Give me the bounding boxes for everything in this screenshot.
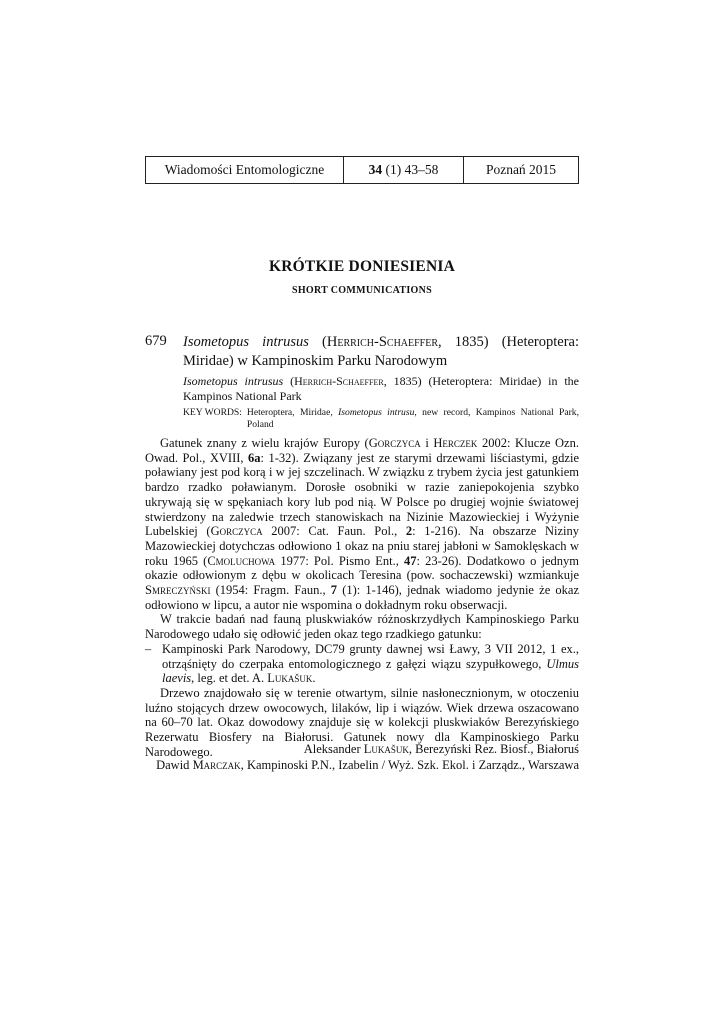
volume-number: 34: [368, 162, 383, 177]
cite-author: Cmoluchowa: [207, 553, 276, 568]
english-title-rest: , 1835) (Heteroptera: Miridae) in the Kampinos National Park: [183, 374, 580, 403]
title-rest: , 1835) (Heteroptera: Miridae) w Kampinoskim Parku Narodowym: [183, 334, 579, 369]
cite-volume: 7: [330, 583, 338, 598]
english-title-paren: (: [290, 374, 295, 388]
paragraph-1: Gatunek znany z wielu krajów Europy (Gorczyca i Herczek 2002: Klucze Ozn. Owad. Pol., XVIII, 6a: 1-32). Związany jest ze starymi drzewami liściastymi, gdzie poławiany jest pod korą i w jej szczelinach. W związku z trybem życia jest gatunkiem bardzo rzadko poławianym. Dorosłe osobniki w razie zaniepokojenia szybko ukrywają się w spękaniach kory lub pod nią. W Polsce po drugiej wojnie światowej stwierdzony na zaledwie trzech stanowiskach na Nizinie Mazowieckiej i Wyżynie Lubelskiej (Gorczyca 2007: Cat. Faun. Pol., 2: 1-216). Na obszarze Niziny Mazowieckiej dotychczas odłowiono 1 okaz na pniu starej jabłoni w Samoklęskach w roku 1965 (Cmoluchowa 1977: Pol. Pismo Ent., 47: 23-26). Dodatkowo o jednym okazie odłowionym z dębu w okolicach Teresina (pow. sochaczewski) wzmiankuje Smreczyński (1954: Fragm. Faun., 7 (1): 1-146), jednak wiadomo jedynie że okaz odłowiono w lipcu, a autor nie wspomina o dokładnym roku obserwacji.: [145, 436, 579, 612]
record-species: Ulmus laevis: [162, 656, 579, 686]
paragraph-2: W trakcie badań nad fauną pluskwiaków różnoskrzydłych Kampinoskiego Parku Narodowego udało się odłowić jeden okaz tego rzadkiego gatunku:: [145, 612, 579, 642]
place-year: Poznań 2015: [485, 162, 557, 177]
section-subtitle: SHORT COMMUNICATIONS: [291, 285, 432, 296]
english-title-species: Isometopus intrusus: [183, 374, 284, 388]
section-title: KRÓTKIE DONIESIENIA: [269, 258, 455, 275]
list-dash: –: [145, 641, 152, 656]
key-words-species: Isometopus intrusu: [338, 407, 415, 418]
cite-author: Herczek: [433, 436, 478, 450]
key-words-rest: , new record, Kampinos National Park, Poland: [246, 407, 579, 430]
cite-author: Gorczyca: [210, 524, 263, 539]
record-collector: Lukašuk: [267, 671, 313, 686]
article-number: 679: [145, 333, 167, 349]
journal-header-box: [145, 156, 579, 184]
author-2: Dawid Marczak, Kampinoski P.N., Izabelin / Wyż. Szk. Ekol. i Zarządz., Warszawa: [156, 757, 579, 772]
cite-volume: 6a: [248, 450, 261, 465]
cite-author: Smreczyński: [145, 583, 211, 598]
key-words: [183, 407, 579, 431]
title-paren: (: [322, 334, 327, 350]
journal-name: Wiadomości Entomologiczne: [146, 157, 344, 183]
key-words-text: Heteroptera, Miridae, Isometopus intrusu, new record, Kampinos National Park, Poland: [246, 407, 579, 430]
cite-volume: 47: [403, 553, 417, 568]
english-title-author: Herrich-Schaeffer: [294, 374, 384, 388]
volume-issue: [344, 157, 464, 183]
cite-volume: 2: [405, 524, 413, 539]
article-title: [183, 333, 579, 371]
author-1-surname: Lukašuk: [363, 742, 409, 756]
author-2-surname: Marczak: [192, 757, 241, 772]
issue-pages: (1) 43–58: [385, 162, 439, 177]
paragraph-3: Drzewo znajdowało się w terenie otwartym, silnie nasłonecznionym, w otoczeniu luźno stojących drzew owocowych, lilaków, lip i wiązów. Wiek drzewa oszacowano na 60–70 lat. Okaz dowodowy znajduje się w kolekcji pluskwiaków Berezyńskiego Rezerwatu Biosfery na Białorusi. Gatunek nowy dla Kampinoskiego Parku Narodowego.: [145, 685, 579, 759]
authors-block: [145, 742, 579, 773]
article-body: [145, 436, 579, 759]
record-text: Kampinoski Park Narodowy, DC79 grunty dawnej wsi Ławy, 3 VII 2012, 1 ex., otrząśnięty do czerpaka entomologicznego z gałęzi wiązu szypułkowego, Ulmus laevis, leg. et det. A. Lukašuk.: [162, 641, 579, 686]
key-words-label: KEY WORDS:: [183, 407, 242, 418]
title-author: Herrich-Schaeffer: [326, 334, 439, 350]
cite-author: Gorczyca: [368, 436, 421, 450]
author-1: Aleksander Lukašuk, Berezyński Rez. Biosf., Białoruś: [303, 742, 579, 756]
record-list-item: [145, 642, 579, 686]
english-title: [183, 374, 579, 404]
title-species: Isometopus intrusus: [183, 334, 309, 350]
